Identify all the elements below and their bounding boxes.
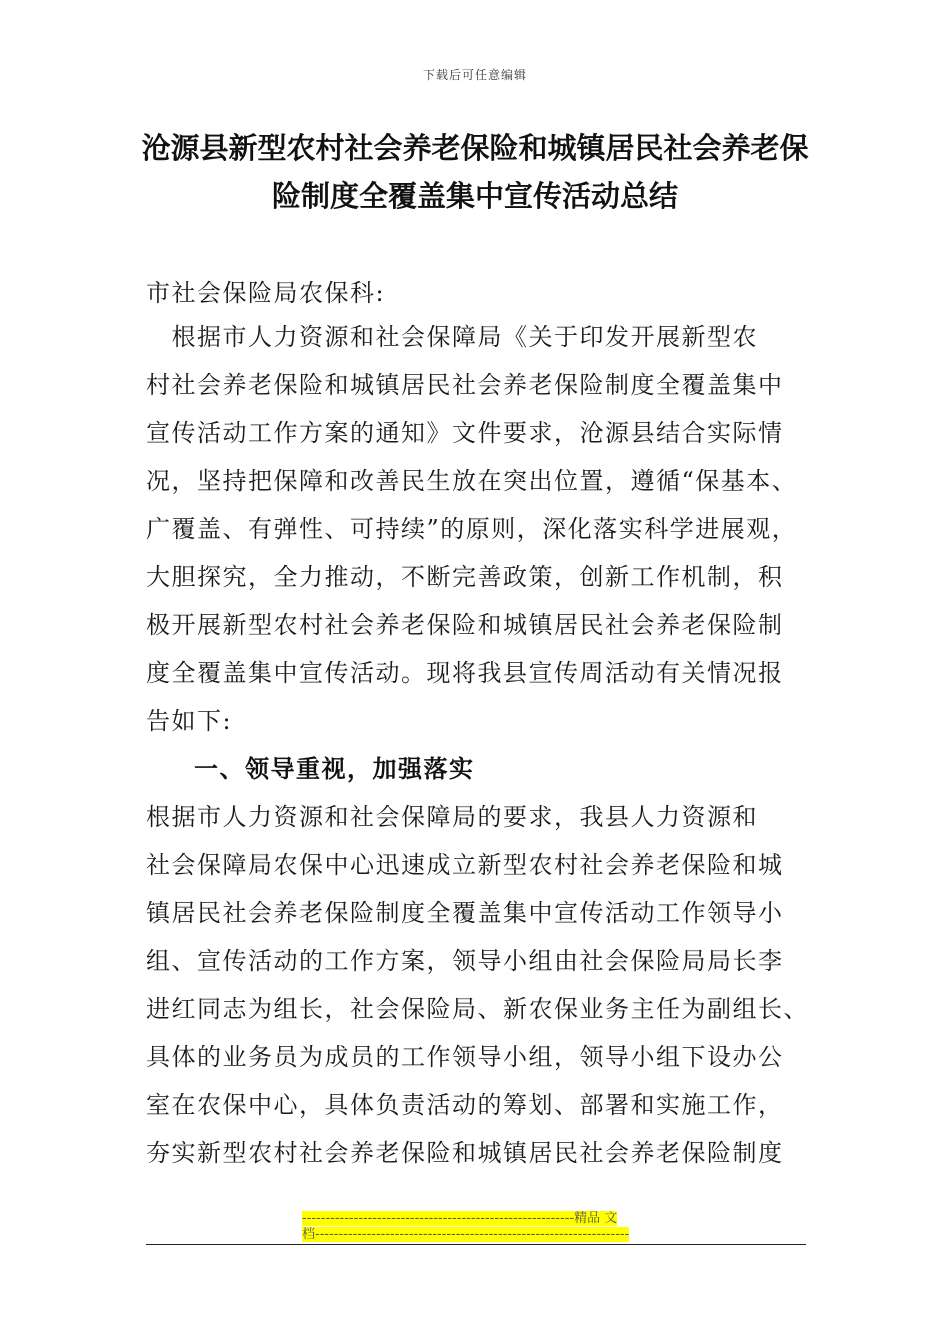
salutation-text: 市社会保险局农保科: — [146, 279, 386, 307]
paragraph-line: 度全覆盖集中宣传活动。现将我县宣传周活动有关情况报 — [146, 659, 784, 687]
footer-line-1: ----------------------------------------------------------精品 文 — [302, 1211, 618, 1226]
paragraph-line: 社会保障局农保中心迅速成立新型农村社会养老保险和城 — [146, 851, 784, 879]
paragraph-line: 大胆探究，全力推动，不断完善政策，创新工作机制，积 — [146, 563, 784, 591]
paragraph-line: 室在农保中心，具体负责活动的筹划、部署和实施工作， — [146, 1091, 784, 1119]
title-line-2: 险制度全覆盖集中宣传活动总结 — [271, 179, 678, 213]
salutation — [146, 269, 806, 317]
paragraph-line: 况，坚持把保障和改善民生放在突出位置，遵循“保基本、 — [146, 467, 798, 495]
footer-line-2: 档------------------------------------------------------------------- — [302, 1227, 630, 1242]
paragraph-line: 具体的业务员为成员的工作领导小组，领导小组下设办公 — [146, 1043, 784, 1071]
paragraph-line: 根据市人力资源和社会保障局《关于印发开展新型农 — [146, 323, 758, 351]
paragraph-line: 宣传活动工作方案的通知》文件要求，沧源县结合实际情 — [146, 419, 784, 447]
paragraph-line: 广覆盖、有弹性、可持续”的原则，深化落实科学进展观， — [146, 515, 798, 543]
footer-watermark — [302, 1211, 648, 1243]
section-heading: 一、领导重视，加强落实 — [194, 755, 475, 783]
document-title — [140, 124, 810, 220]
paragraph-line: 村社会养老保险和城镇居民社会养老保险制度全覆盖集中 — [146, 371, 784, 399]
paragraph-line: 镇居民社会养老保险制度全覆盖集中宣传活动工作领导小 — [146, 899, 784, 927]
title-line-1: 沧源县新型农村社会养老保险和城镇居民社会养老保 — [141, 131, 809, 165]
paragraph-line: 夯实新型农村社会养老保险和城镇居民社会养老保险制度 — [146, 1139, 784, 1167]
paragraph-section-1 — [146, 793, 809, 1177]
paragraph-line: 组、宣传活动的工作方案，领导小组由社会保险局局长李 — [146, 947, 784, 975]
footer-divider — [146, 1244, 806, 1245]
page-header-note: 下载后可任意编辑 — [422, 68, 527, 82]
paragraph-line: 告如下: — [146, 707, 233, 735]
paragraph-line: 进红同志为组长，社会保险局、新农保业务主任为副组长、 — [146, 995, 809, 1023]
paragraph-intro — [146, 313, 806, 745]
paragraph-line: 极开展新型农村社会养老保险和城镇居民社会养老保险制 — [146, 611, 784, 639]
paragraph-line: 根据市人力资源和社会保障局的要求，我县人力资源和 — [146, 803, 758, 831]
